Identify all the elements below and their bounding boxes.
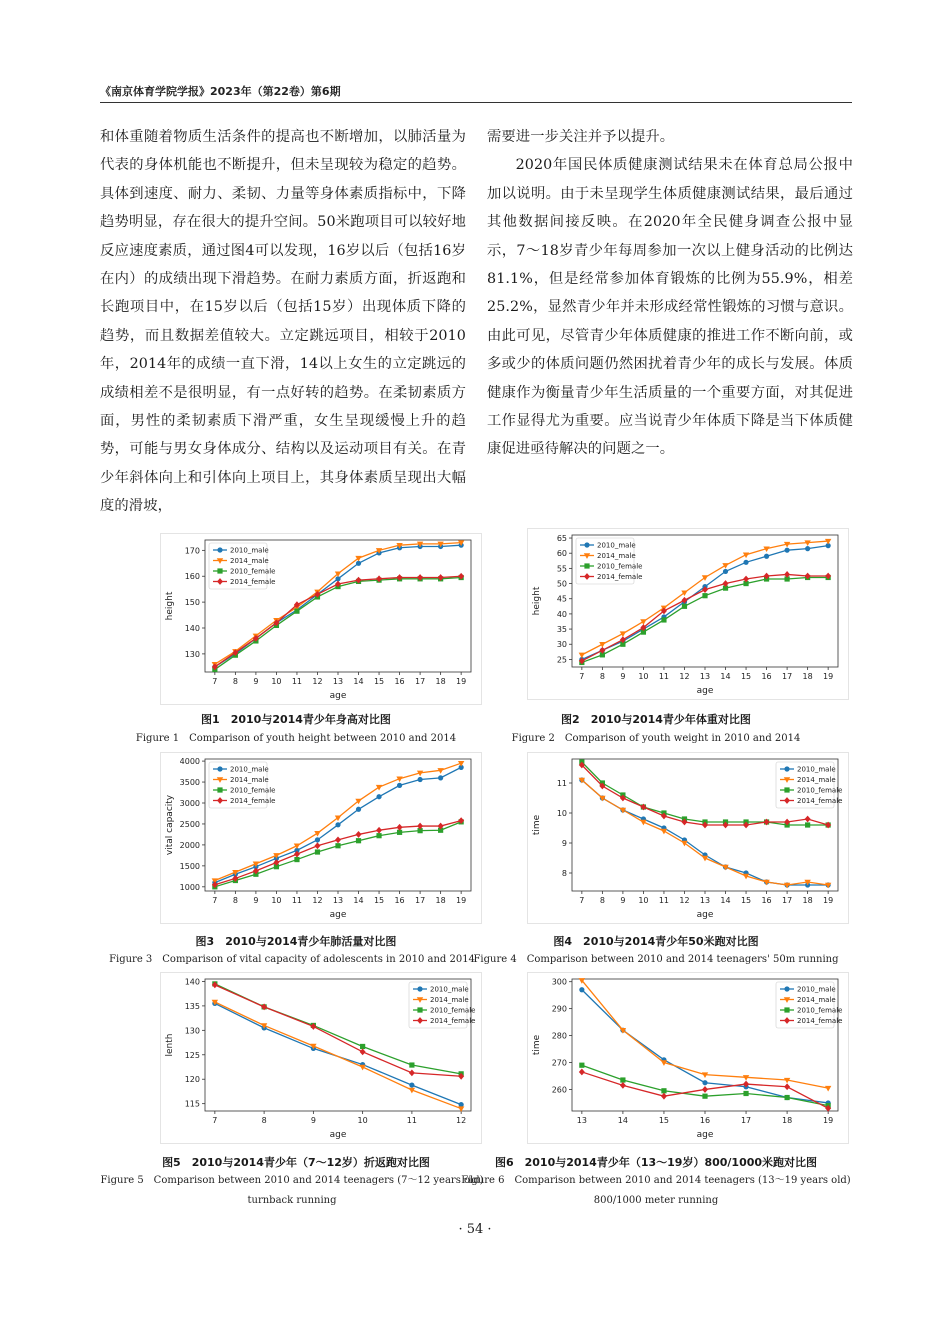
right-column	[487, 123, 853, 464]
figure-3-caption-cn: 图3 2010与2014青少年肺活量对比图	[195, 935, 397, 948]
x-tick-label: 11	[291, 677, 303, 686]
y-tick-label: 170	[184, 546, 200, 556]
y-tick-label: 1000	[179, 882, 200, 892]
x-tick-label: 16	[761, 672, 772, 681]
figure-2-weight-chart	[527, 528, 849, 700]
y-tick-label: 140	[184, 977, 200, 987]
x-tick-label: 13	[332, 677, 344, 686]
x-tick-label: 8	[261, 1116, 267, 1125]
x-tick-label: 13	[332, 896, 344, 905]
legend-marker	[217, 766, 222, 771]
figure-1-caption-en: Figure 1 Comparison of youth height between 2010 and 2014	[135, 733, 457, 744]
y-tick-label: 2500	[179, 819, 200, 829]
figure-4-50m-run-chart	[527, 752, 849, 924]
x-axis-label: age	[696, 686, 714, 696]
x-tick-label: 18	[802, 896, 813, 905]
chart-svg	[161, 753, 481, 923]
x-tick-label: 19	[823, 1116, 834, 1125]
legend-label: 2014_male	[430, 996, 469, 1005]
data-point-2010-female	[356, 838, 361, 843]
data-point-2010-male	[376, 794, 381, 799]
data-point-2010-female	[579, 1063, 584, 1068]
figure-4-caption-cn: 图4 2010与2014青少年50米跑对比图	[553, 935, 759, 948]
y-tick-label: 130	[184, 1026, 200, 1036]
data-point-2010-female	[743, 1091, 748, 1096]
y-tick-label: 25	[556, 655, 567, 665]
y-tick-label: 280	[551, 1031, 567, 1041]
data-point-2010-female	[409, 1062, 414, 1067]
x-tick-label: 15	[658, 1116, 670, 1125]
figure-2-caption-cn: 图2 2010与2014青少年体重对比图	[561, 713, 751, 726]
x-tick-label: 16	[761, 896, 772, 905]
x-tick-label: 8	[232, 677, 238, 686]
x-tick-label: 13	[699, 672, 711, 681]
figure-2-caption-en: Figure 2 Comparison of youth weight in 2010 and 2014	[511, 733, 801, 744]
right-paragraph-2: 2020年国民体质健康测试结果未在体育总局公报中加以说明。由于未呈现学生体质健康测试结果，最后通过其他数据间接反映。在2020年全民健身调查公报中显示，7～18岁青少年每周参加一次以上健身活动的比例达81.1%，但是经常参加体育锻炼的比例为55.9%，相差25.2%，显然青少年并未形成经常性锻炼的习惯与意识。由此可见，尽管青少年体质健康的推进工作不断向前，或多或少的体质问题仍然困扰着青少年的成长与发展。体质健康作为衡量青少年生活质量的一个重要方面，对其促进工作显得尤为重要。应当说青少年体质下降是当下体质健康促进亟待解决的问题之一。	[487, 157, 853, 458]
figure-5-caption-en: Figure 5 Comparison between 2010 and 2014 teenagers (7～12 years old) turnback running	[100, 1175, 484, 1206]
x-tick-label: 13	[699, 896, 711, 905]
legend-label: 2010_male	[230, 546, 269, 555]
y-tick-label: 40	[556, 609, 567, 619]
legend-label: 2014_male	[797, 776, 836, 785]
x-tick-label: 11	[658, 896, 670, 905]
y-tick-label: 1500	[179, 861, 200, 871]
x-tick-label: 18	[435, 677, 446, 686]
data-point-2010-female	[702, 593, 707, 598]
figure-1-caption-cn: 图1 2010与2014青少年身高对比图	[201, 713, 391, 726]
legend-label: 2010_male	[797, 765, 836, 774]
data-point-2010-female	[661, 617, 666, 622]
legend-marker	[784, 787, 789, 792]
legend-marker	[784, 766, 789, 771]
y-axis-label: height	[532, 586, 542, 616]
y-tick-label: 35	[556, 625, 567, 635]
x-tick-label: 16	[394, 677, 405, 686]
x-tick-label: 7	[579, 672, 585, 681]
data-point-2010-male	[723, 569, 728, 574]
legend-label: 2010_male	[430, 985, 469, 994]
x-tick-label: 17	[415, 677, 426, 686]
journal-header: 《南京体育学院学报》2023年（第22卷）第6期	[100, 85, 341, 98]
chart-svg	[161, 973, 481, 1143]
x-tick-label: 8	[232, 896, 238, 905]
x-tick-label: 14	[353, 896, 364, 905]
x-tick-label: 10	[638, 896, 649, 905]
x-tick-label: 13	[576, 1116, 587, 1125]
x-tick-label: 14	[617, 1116, 628, 1125]
chart-svg	[528, 529, 848, 699]
x-tick-label: 17	[782, 896, 793, 905]
y-axis-label: vital capacity	[165, 794, 175, 856]
x-tick-label: 7	[212, 896, 218, 905]
x-tick-label: 12	[312, 677, 323, 686]
legend-marker	[217, 547, 222, 552]
x-tick-label: 12	[312, 896, 323, 905]
x-tick-label: 11	[658, 672, 670, 681]
x-tick-label: 16	[699, 1116, 711, 1125]
chart-svg	[528, 753, 848, 923]
right-paragraph-1: 需要进一步关注并予以提升。	[487, 129, 675, 145]
x-axis-label: age	[696, 910, 714, 920]
x-tick-label: 10	[357, 1116, 368, 1125]
legend-label: 2010_female	[230, 567, 276, 576]
y-tick-label: 65	[556, 534, 567, 544]
y-tick-label: 115	[184, 1099, 200, 1109]
y-axis-label: lenth	[165, 1033, 175, 1057]
legend-label: 2014_male	[230, 776, 269, 785]
x-tick-label: 17	[782, 672, 793, 681]
y-axis-label: height	[165, 591, 175, 621]
data-point-2010-male	[743, 560, 748, 565]
x-tick-label: 11	[406, 1116, 417, 1125]
x-tick-label: 15	[740, 672, 752, 681]
data-point-2010-male	[315, 837, 320, 842]
data-point-2010-female	[661, 1088, 666, 1093]
y-tick-label: 260	[551, 1085, 567, 1095]
x-tick-label: 19	[823, 896, 834, 905]
legend-label: 2014_male	[597, 552, 636, 561]
data-point-2010-female	[376, 833, 381, 838]
y-tick-label: 4000	[179, 757, 200, 767]
legend-label: 2014_female	[597, 573, 643, 582]
x-tick-label: 9	[620, 672, 626, 681]
y-tick-label: 3500	[179, 778, 200, 788]
x-axis-label: age	[329, 691, 347, 701]
figure-5-caption-cn: 图5 2010与2014青少年（7～12岁）折返跑对比图	[162, 1156, 430, 1169]
y-tick-label: 30	[556, 640, 567, 650]
data-point-2010-male	[784, 548, 789, 553]
x-tick-label: 15	[373, 677, 385, 686]
legend-marker	[584, 563, 589, 568]
legend-label: 2010_male	[597, 541, 636, 550]
y-tick-label: 10	[556, 809, 567, 818]
data-point-2010-male	[397, 783, 402, 788]
chart-svg	[161, 534, 481, 704]
y-tick-label: 8	[561, 869, 567, 878]
y-tick-label: 300	[551, 977, 567, 987]
legend-label: 2010_female	[797, 786, 843, 795]
y-tick-label: 270	[551, 1058, 567, 1068]
data-point-2010-female	[294, 609, 299, 614]
data-point-2010-male	[356, 807, 361, 812]
chart-svg	[528, 973, 848, 1143]
figure-3-caption-en: Figure 3 Comparison of vital capacity of adolescents in 2010 and 2014	[109, 954, 475, 965]
x-tick-label: 12	[679, 896, 690, 905]
data-point-2010-male	[764, 554, 769, 559]
y-tick-label: 140	[184, 624, 200, 633]
y-tick-label: 3000	[179, 799, 200, 808]
legend-label: 2010_female	[430, 1006, 476, 1015]
legend-label: 2014_female	[430, 1017, 476, 1026]
data-point-2010-female	[620, 1077, 625, 1082]
figure-4-caption-en: Figure 4 Comparison between 2010 and 2014 teenagers' 50m running	[473, 954, 839, 965]
legend-marker	[417, 1007, 422, 1012]
x-tick-label: 9	[253, 896, 259, 905]
x-tick-label: 15	[740, 896, 752, 905]
y-tick-label: 125	[184, 1050, 200, 1060]
y-tick-label: 9	[561, 839, 567, 848]
y-axis-label: time	[532, 814, 542, 836]
x-tick-label: 9	[310, 1116, 316, 1125]
figure-3-vital-capacity-chart	[160, 752, 482, 924]
y-tick-label: 135	[184, 1001, 200, 1011]
data-point-2010-male	[438, 775, 443, 780]
x-tick-label: 8	[599, 896, 605, 905]
data-point-2010-female	[294, 857, 299, 862]
legend-marker	[784, 986, 789, 991]
x-tick-label: 10	[271, 896, 282, 905]
y-tick-label: 55	[556, 564, 567, 574]
y-tick-label: 130	[184, 649, 200, 659]
figure-5-turnback-run-chart	[160, 972, 482, 1144]
data-point-2010-female	[784, 1095, 789, 1100]
legend-marker	[217, 568, 222, 573]
left-column	[100, 123, 466, 521]
y-tick-label: 150	[184, 598, 200, 608]
data-point-2010-female	[805, 822, 810, 827]
x-tick-label: 7	[579, 896, 585, 905]
x-tick-label: 7	[212, 1116, 218, 1125]
data-point-2010-female	[315, 849, 320, 854]
data-point-2010-female	[335, 843, 340, 848]
data-point-2010-male	[417, 777, 422, 782]
y-tick-label: 160	[184, 572, 200, 582]
header-rule	[100, 102, 852, 103]
figure-6-800-1000m-run-chart	[527, 972, 849, 1144]
legend-marker	[217, 787, 222, 792]
x-axis-label: age	[329, 910, 347, 920]
x-tick-label: 15	[373, 896, 385, 905]
data-point-2010-female	[360, 1044, 365, 1049]
data-point-2010-male	[335, 822, 340, 827]
legend-label: 2010_female	[230, 786, 276, 795]
x-tick-label: 9	[620, 896, 626, 905]
legend-label: 2010_female	[797, 1006, 843, 1015]
y-tick-label: 60	[556, 549, 567, 559]
data-point-2010-female	[702, 1094, 707, 1099]
legend-label: 2010_male	[797, 985, 836, 994]
figure-6-caption-en: Figure 6 Comparison between 2010 and 2014 teenagers (13～19 years old) 800/1000 meter running	[461, 1175, 851, 1206]
x-tick-label: 10	[638, 672, 649, 681]
x-tick-label: 14	[720, 672, 731, 681]
data-point-2010-male	[702, 1080, 707, 1085]
legend-label: 2010_male	[230, 765, 269, 774]
x-tick-label: 18	[782, 1116, 793, 1125]
legend-marker	[584, 542, 589, 547]
legend-marker	[417, 986, 422, 991]
legend-label: 2014_male	[230, 557, 269, 566]
legend-marker	[784, 1007, 789, 1012]
x-axis-label: age	[696, 1130, 714, 1140]
x-tick-label: 12	[456, 1116, 467, 1125]
x-tick-label: 7	[212, 677, 218, 686]
legend-label: 2014_female	[230, 578, 276, 587]
x-tick-label: 17	[415, 896, 426, 905]
x-tick-label: 18	[435, 896, 446, 905]
y-tick-label: 50	[556, 579, 567, 589]
x-tick-label: 10	[271, 677, 282, 686]
y-axis-label: time	[532, 1034, 542, 1056]
legend-label: 2014_female	[797, 1017, 843, 1026]
legend-label: 2014_female	[230, 797, 276, 806]
x-tick-label: 19	[456, 677, 467, 686]
y-tick-label: 11	[556, 779, 567, 788]
data-point-2010-male	[805, 546, 810, 551]
data-point-2010-male	[409, 1082, 414, 1087]
x-axis-label: age	[329, 1130, 347, 1140]
page-number: · 54 ·	[458, 1222, 492, 1237]
data-point-2010-male	[579, 987, 584, 992]
x-tick-label: 8	[599, 672, 605, 681]
legend-label: 2010_female	[597, 562, 643, 571]
data-point-2010-female	[682, 604, 687, 609]
x-tick-label: 9	[253, 677, 259, 686]
x-tick-label: 17	[740, 1116, 752, 1125]
x-tick-label: 12	[679, 672, 690, 681]
legend-label: 2014_female	[797, 797, 843, 806]
x-tick-label: 11	[291, 896, 303, 905]
legend-label: 2014_male	[797, 996, 836, 1005]
x-tick-label: 19	[823, 672, 834, 681]
x-tick-label: 18	[802, 672, 813, 681]
y-tick-label: 2000	[179, 840, 200, 850]
left-paragraph: 和体重随着物质生活条件的提高也不断增加，以肺活量为代表的身体机能也不断提升，但未呈现较为稳定的趋势。具体到速度、耐力、柔韧、力量等身体素质指标中，下降趋势明显，存在很大的提升空间。50米跑项目可以较好地反应速度素质，通过图4可以发现，16岁以后（包括16岁在内）的成绩出现下滑趋势。在耐力素质方面，折返跑和长跑项目中，在15岁以后（包括15岁）出现体质下降的趋势，而且数据差值较大。立定跳远项目，相较于2010年，2014年的成绩一直下滑，14以上女生的立定跳远的成绩相差不是很明显，有一点好转的趋势。在柔韧素质方面，男性的柔韧素质下滑严重，女生呈现缓慢上升的趋势，可能与男女身体成分、结构以及运动项目有关。在青少年斜体向上和引体向上项目上，其身体素质呈现出大幅度的滑坡，	[100, 129, 466, 515]
figure-1-height-chart	[160, 533, 482, 705]
x-tick-label: 14	[720, 896, 731, 905]
x-tick-label: 16	[394, 896, 405, 905]
y-tick-label: 120	[184, 1075, 200, 1085]
figure-6-caption-cn: 图6 2010与2014青少年（13～19岁）800/1000米跑对比图	[494, 1156, 818, 1169]
y-tick-label: 290	[551, 1004, 567, 1014]
x-tick-label: 19	[456, 896, 467, 905]
x-tick-label: 14	[353, 677, 364, 686]
y-tick-label: 45	[556, 594, 567, 604]
